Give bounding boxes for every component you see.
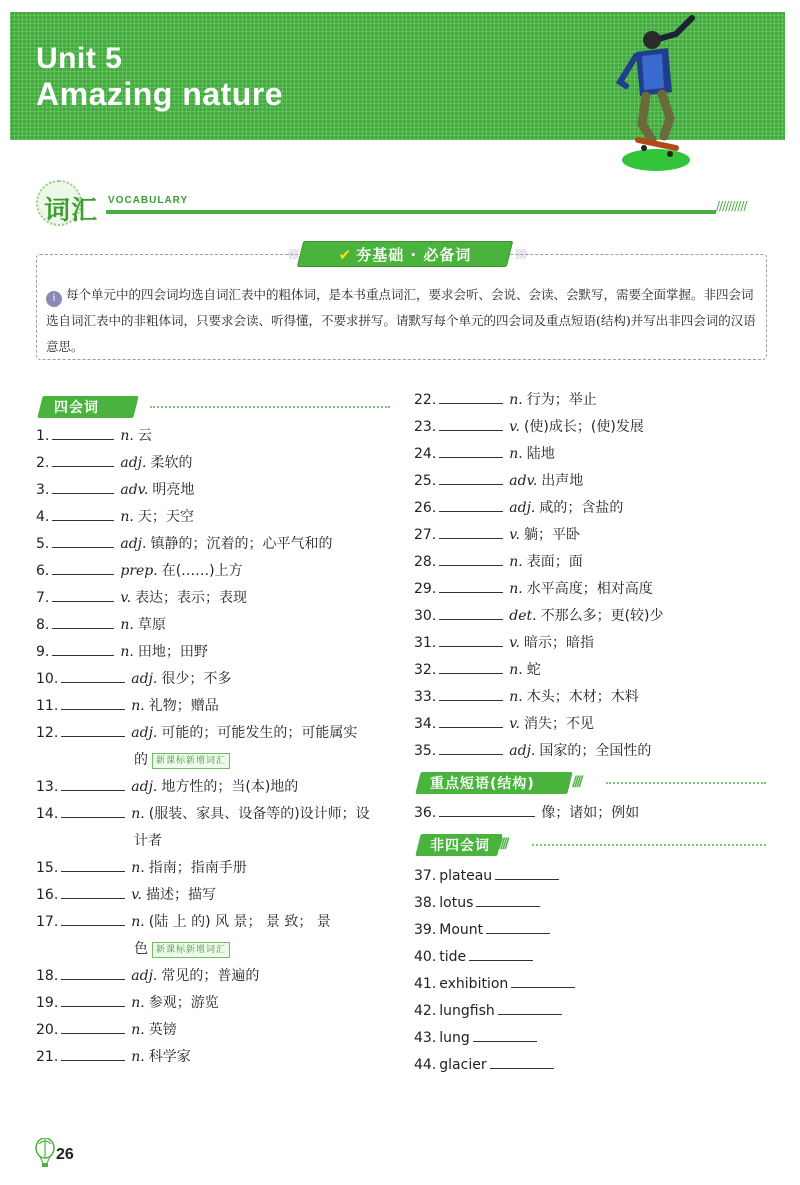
vocab-row [36, 615, 166, 635]
item-meaning: 参观；游览 [148, 995, 219, 1011]
section-dots-phrases [606, 782, 766, 784]
word-row [414, 893, 546, 913]
vocab-row [36, 453, 192, 473]
item-number: 13. [36, 779, 59, 795]
item-meaning: 咸的；含盐的 [539, 500, 624, 516]
item-meaning: 常见的；普遍的 [161, 968, 260, 984]
item-meaning-continued: 的 [134, 752, 148, 768]
answer-blank[interactable] [61, 966, 125, 980]
info-icon: i [46, 291, 62, 307]
part-of-speech: v. [120, 590, 132, 606]
section-title-four-skill: 四会词 [54, 400, 99, 416]
item-meaning: 田地；田野 [137, 644, 208, 660]
english-word: lungfish [439, 1003, 495, 1019]
item-meaning: 陆地 [526, 446, 555, 462]
word-row [414, 947, 539, 967]
vocab-row [36, 777, 298, 797]
item-meaning: 木头；木材；木料 [526, 689, 639, 705]
section-dots-non-four-skill [532, 844, 766, 846]
item-number: 32. [414, 662, 437, 678]
answer-blank[interactable] [439, 606, 503, 620]
answer-blank[interactable] [52, 534, 114, 548]
answer-blank[interactable] [52, 507, 114, 521]
item-number: 44. [414, 1057, 437, 1073]
vocab-row [36, 534, 332, 554]
meaning-blank[interactable] [476, 893, 540, 907]
item-number: 11. [36, 698, 59, 714]
english-word: plateau [439, 868, 493, 884]
vocab-row [414, 417, 644, 437]
item-meaning: 描述；描写 [145, 887, 216, 903]
tag-arrows-right: 》》》 [515, 248, 531, 261]
new-word-badge: 新课标新增词汇 [152, 753, 230, 769]
vocab-row-continuation [134, 831, 162, 851]
answer-blank[interactable] [61, 993, 125, 1007]
answer-blank[interactable] [61, 912, 125, 926]
answer-blank[interactable] [61, 669, 125, 683]
item-meaning: 像；诸如；例如 [541, 805, 640, 821]
skateboarder-illustration [606, 12, 716, 172]
item-number: 25. [414, 473, 437, 489]
item-meaning: 明亮地 [152, 482, 195, 498]
meaning-blank[interactable] [511, 974, 575, 988]
item-number: 4. [36, 509, 50, 525]
vocab-row [36, 426, 152, 446]
answer-blank[interactable] [52, 588, 114, 602]
vocab-row [36, 966, 259, 986]
item-meaning: 蛇 [526, 662, 541, 678]
part-of-speech: adj. [131, 968, 158, 984]
part-of-speech: adj. [509, 743, 536, 759]
item-number: 14. [36, 806, 59, 822]
word-row [414, 974, 581, 994]
item-meaning: 在(……)上方 [161, 563, 243, 579]
vocab-row [36, 993, 219, 1013]
item-number: 27. [414, 527, 437, 543]
item-meaning: 可能的；可能发生的；可能属实 [161, 725, 358, 741]
item-meaning: 柔软的 [150, 455, 193, 471]
part-of-speech: v. [509, 527, 520, 543]
item-meaning: 躺；平卧 [523, 527, 580, 543]
answer-blank[interactable] [52, 615, 114, 629]
item-number: 35. [414, 743, 437, 759]
answer-blank[interactable] [439, 498, 503, 512]
part-of-speech: v. [509, 635, 520, 651]
item-meaning-continued: 色 [134, 941, 148, 957]
tag-arrows-left: 《《《 [282, 248, 298, 261]
part-of-speech: v. [131, 887, 142, 903]
item-number: 18. [36, 968, 59, 984]
item-meaning: 指南；指南手册 [148, 860, 247, 876]
answer-blank[interactable] [439, 687, 503, 701]
vocab-row [36, 804, 370, 824]
word-row [414, 920, 556, 940]
item-number: 21. [36, 1049, 59, 1065]
meaning-blank[interactable] [498, 1001, 562, 1015]
unit-title: Amazing nature [36, 76, 284, 112]
vocab-row [36, 669, 231, 689]
item-number: 5. [36, 536, 50, 552]
item-number: 16. [36, 887, 59, 903]
answer-blank[interactable] [439, 741, 503, 755]
item-number: 23. [414, 419, 437, 435]
answer-blank[interactable] [439, 552, 503, 566]
item-number: 37. [414, 868, 437, 884]
vocab-row-continuation [134, 750, 230, 770]
answer-blank[interactable] [52, 480, 114, 494]
item-number: 33. [414, 689, 437, 705]
part-of-speech: n. [131, 698, 145, 714]
vocab-row [36, 696, 219, 716]
answer-blank[interactable] [439, 444, 503, 458]
part-of-speech: prep. [120, 563, 158, 579]
item-meaning: 草原 [137, 617, 166, 633]
section-bars-four-skill: //// [118, 398, 127, 414]
part-of-speech: n. [131, 806, 145, 822]
meaning-blank[interactable] [486, 920, 550, 934]
vocab-row [414, 444, 555, 464]
answer-blank[interactable] [439, 417, 503, 431]
new-word-badge: 新课标新增词汇 [152, 942, 230, 958]
item-number: 2. [36, 455, 50, 471]
item-number: 1. [36, 428, 50, 444]
item-meaning: 很少；不多 [161, 671, 232, 687]
english-word: Mount [439, 922, 484, 938]
part-of-speech: adj. [131, 671, 158, 687]
vocab-row [36, 1047, 191, 1067]
section-dots-four-skill [150, 406, 390, 408]
vocab-row [414, 714, 594, 734]
vocab-row [414, 471, 583, 491]
part-of-speech: det. [509, 608, 537, 624]
vocab-row [36, 912, 331, 932]
meaning-blank[interactable] [490, 1055, 554, 1069]
english-word: tide [439, 949, 467, 965]
word-row [414, 1028, 543, 1048]
item-number: 39. [414, 922, 437, 938]
part-of-speech: n. [509, 662, 523, 678]
item-meaning: 天；天空 [137, 509, 194, 525]
vocab-row [414, 552, 583, 572]
vocab-row [414, 390, 597, 410]
part-of-speech: n. [131, 995, 145, 1011]
item-meaning: 暗示；暗指 [523, 635, 594, 651]
item-meaning: 科学家 [148, 1049, 191, 1065]
hot-air-balloon-icon [34, 1138, 56, 1168]
vocab-row [36, 723, 357, 743]
instruction-text: i 每个单元中的四会词均选自词汇表中的粗体词，是本书重点词汇，要求会听、会说、会读、会默写，需要全面掌握。非四会词选自词汇表中的非粗体词，只要求会读、听得懂，不要求拼写。请默写每个单元的四会词及重点短语(结构)并写出非四会词的汉语意思。 [46, 287, 756, 354]
item-meaning: 国家的；全国性的 [539, 743, 652, 759]
item-meaning-continued: 计者 [134, 833, 162, 849]
vocab-row [414, 687, 639, 707]
vocab-row [414, 741, 651, 761]
item-number: 10. [36, 671, 59, 687]
item-number: 3. [36, 482, 50, 498]
item-meaning: 英镑 [148, 1022, 177, 1038]
english-word: exhibition [439, 976, 509, 992]
section-bars-phrases: //// [572, 774, 581, 790]
item-number: 43. [414, 1030, 437, 1046]
vocab-row [414, 579, 653, 599]
section-title-non-four-skill: 非四会词 [430, 838, 490, 854]
item-number: 28. [414, 554, 437, 570]
item-number: 12. [36, 725, 59, 741]
item-number: 36. [414, 805, 437, 821]
answer-blank[interactable] [439, 660, 503, 674]
vocabulary-header [36, 180, 766, 230]
item-number: 6. [36, 563, 50, 579]
phrase-blank[interactable] [439, 803, 535, 817]
part-of-speech: n. [509, 581, 523, 597]
vocabulary-rule [106, 210, 716, 214]
vocab-row-continuation [134, 939, 230, 959]
check-icon: ✔ [338, 246, 353, 264]
part-of-speech: n. [509, 392, 523, 408]
item-number: 20. [36, 1022, 59, 1038]
word-row [414, 1001, 568, 1021]
part-of-speech: n. [131, 1022, 145, 1038]
item-number: 29. [414, 581, 437, 597]
english-word: lung [439, 1030, 470, 1046]
item-meaning: (服装、家具、设备等的)设计师；设 [148, 806, 370, 822]
part-of-speech: n. [131, 914, 145, 930]
item-number: 42. [414, 1003, 437, 1019]
vocabulary-title-cn: 词汇 [44, 196, 99, 226]
item-meaning: 云 [137, 428, 152, 444]
answer-blank[interactable] [61, 804, 125, 818]
item-meaning: 礼物；赠品 [148, 698, 219, 714]
item-meaning: 地方性的；当(本)地的 [161, 779, 299, 795]
item-number: 26. [414, 500, 437, 516]
answer-blank[interactable] [52, 561, 114, 575]
answer-blank[interactable] [61, 1020, 125, 1034]
part-of-speech: n. [120, 509, 134, 525]
vocab-row [36, 642, 208, 662]
part-of-speech: adv. [120, 482, 149, 498]
part-of-speech: n. [509, 554, 523, 570]
english-word: glacier [439, 1057, 487, 1073]
answer-blank[interactable] [439, 390, 503, 404]
item-meaning: 消失；不见 [523, 716, 594, 732]
vocab-row [36, 1020, 177, 1040]
answer-blank[interactable] [439, 633, 503, 647]
part-of-speech: n. [131, 860, 145, 876]
part-of-speech: n. [120, 617, 134, 633]
part-of-speech: adj. [120, 536, 147, 552]
item-number: 8. [36, 617, 50, 633]
section-title-phrases: 重点短语(结构) [430, 776, 535, 792]
part-of-speech: adv. [509, 473, 538, 489]
vocabulary-title-en: VOCABULARY [108, 195, 189, 206]
answer-blank[interactable] [61, 723, 125, 737]
item-meaning: 表面；面 [526, 554, 583, 570]
part-of-speech: v. [509, 419, 520, 435]
answer-blank[interactable] [439, 471, 503, 485]
answer-blank[interactable] [61, 858, 125, 872]
item-number: 19. [36, 995, 59, 1011]
word-row [414, 866, 565, 886]
vocab-row [414, 498, 623, 518]
part-of-speech: adj. [131, 779, 158, 795]
phrase-row [414, 803, 639, 823]
vocab-row [36, 561, 243, 581]
vocab-row [36, 480, 194, 500]
item-number: 17. [36, 914, 59, 930]
answer-blank[interactable] [61, 777, 125, 791]
item-meaning: 不那么多；更(较)少 [540, 608, 664, 624]
vocab-row [36, 885, 216, 905]
part-of-speech: n. [131, 1049, 145, 1065]
vocabulary-slashes: ////////// [716, 199, 747, 213]
part-of-speech: n. [120, 428, 134, 444]
item-meaning: 水平高度；相对高度 [526, 581, 653, 597]
item-number: 41. [414, 976, 437, 992]
vocab-row [414, 606, 664, 626]
answer-blank[interactable] [439, 714, 503, 728]
vocab-row [36, 507, 194, 527]
unit-number: Unit 5 [36, 42, 123, 75]
item-meaning: 镇静的；沉着的；心平气和的 [150, 536, 333, 552]
part-of-speech: adj. [131, 725, 158, 741]
answer-blank[interactable] [52, 426, 114, 440]
part-of-speech: v. [509, 716, 520, 732]
vocab-row [36, 588, 247, 608]
item-number: 7. [36, 590, 50, 606]
answer-blank[interactable] [61, 885, 125, 899]
meaning-blank[interactable] [495, 866, 559, 880]
item-number: 31. [414, 635, 437, 651]
item-number: 30. [414, 608, 437, 624]
english-word: lotus [439, 895, 474, 911]
meaning-blank[interactable] [469, 947, 533, 961]
vocab-row [414, 525, 580, 545]
item-meaning: (陆 上 的) 风 景； 景 致； 景 [148, 914, 331, 930]
answer-blank[interactable] [52, 453, 114, 467]
answer-blank[interactable] [61, 696, 125, 710]
part-of-speech: n. [509, 446, 523, 462]
item-meaning: 行为；举止 [526, 392, 597, 408]
item-number: 22. [414, 392, 437, 408]
part-of-speech: n. [120, 644, 134, 660]
item-number: 34. [414, 716, 437, 732]
vocab-row [36, 858, 247, 878]
item-number: 38. [414, 895, 437, 911]
item-meaning: (使)成长；(使)发展 [523, 419, 644, 435]
part-of-speech: adj. [509, 500, 536, 516]
answer-blank[interactable] [439, 525, 503, 539]
page-number: 26 [56, 1146, 74, 1163]
vocab-row [414, 660, 541, 680]
item-meaning: 出声地 [541, 473, 584, 489]
part-of-speech: n. [509, 689, 523, 705]
foundation-tag-label: ✔ 夯基础 · 必备词 [338, 246, 472, 264]
part-of-speech: adj. [120, 455, 147, 471]
answer-blank[interactable] [52, 642, 114, 656]
answer-blank[interactable] [61, 1047, 125, 1061]
word-row [414, 1055, 560, 1075]
section-bars-non-four-skill: //// [498, 836, 507, 852]
item-meaning: 表达；表示；表现 [135, 590, 248, 606]
answer-blank[interactable] [439, 579, 503, 593]
meaning-blank[interactable] [473, 1028, 537, 1042]
item-number: 24. [414, 446, 437, 462]
item-number: 9. [36, 644, 50, 660]
vocab-row [414, 633, 594, 653]
item-number: 15. [36, 860, 59, 876]
item-number: 40. [414, 949, 437, 965]
